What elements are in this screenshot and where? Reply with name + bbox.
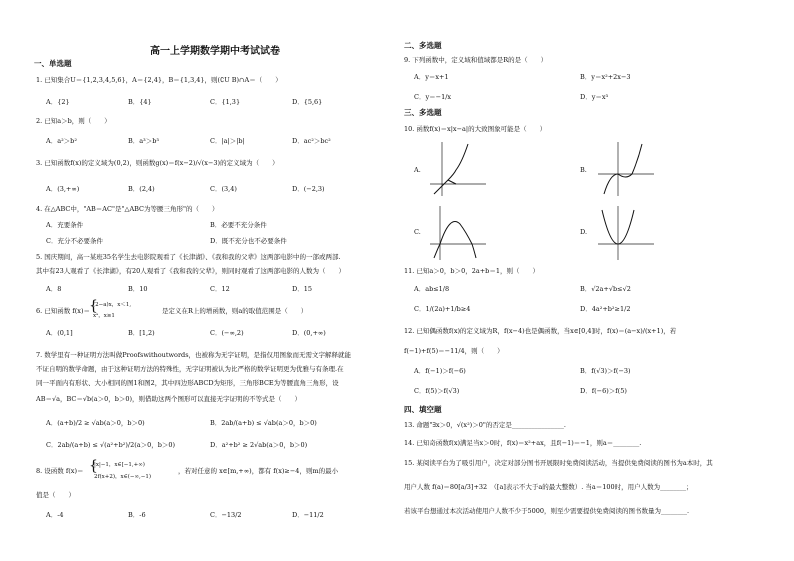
q5-option-b[interactable]: B．10 <box>128 285 148 293</box>
q9-option-d[interactable]: D．y＝x³ <box>580 93 609 101</box>
q9-option-b[interactable]: B．y＝x²+2x−3 <box>580 73 631 81</box>
q6-option-a[interactable]: A．(0,1] <box>46 329 73 337</box>
question-2-stem: 2. 已知a＞b，则（ ） <box>36 117 111 125</box>
question-14-stem: 14. 已知奇函数f(x)满足当x＞0时，f(x)＝x²+ax，且f(−1)＝−1，则a＝________. <box>404 439 642 447</box>
q12-option-c[interactable]: C．f(5)＞f(√3) <box>414 387 460 395</box>
q2-option-c[interactable]: C．|a|＞|b| <box>210 137 245 145</box>
question-12-stem-line2: f(−1)+f(5)＝−11/4，则（ ） <box>404 347 504 355</box>
q11-option-b[interactable]: B．√2a+√b≤√2 <box>580 285 631 293</box>
question-6-stem-end: 是定义在R上的增函数，则a的取值范围是（ ） <box>162 307 308 315</box>
section-heading-single-choice: 一、单选题 <box>34 59 72 68</box>
question-11-stem: 11. 已知a＞0，b＞0，2a+b＝1，则（ ） <box>404 267 539 275</box>
q8-piecewise-case1: |x|−1，x∈[−1,+∞) <box>94 462 145 468</box>
q4-option-d[interactable]: D．既不充分也不必要条件 <box>210 237 287 245</box>
question-8-stem-end: 值是（ ） <box>36 491 75 499</box>
q11-option-c[interactable]: C．1/(2a)+1/b≥4 <box>414 305 471 313</box>
q4-option-c[interactable]: C．充分不必要条件 <box>46 237 103 245</box>
question-7-stem-line3: 同一平面内有形状、大小相同的图1和图2，其中四边形ABCD为矩形，三角形BCE为等腰直角三角形，设 <box>36 379 339 387</box>
question-8-stem-mid: ，若对任意的 x∈[m,+∞)，都有 f(x)≥−4，则m的最小 <box>178 467 339 475</box>
q3-option-a[interactable]: A．(3,+∞) <box>46 185 80 193</box>
question-15-stem-line3: 若该平台想通过本次活动使用户人数不少于5000，则至少需要提供免费阅读的图书数量为________. <box>404 507 690 515</box>
question-15-stem-line1: 15. 某阅读平台为了吸引用户，决定对部分图书开展限时免费阅读活动，当提供免费阅读的图书为a本时，其 <box>404 459 713 467</box>
question-10-stem: 10. 函数f(x)＝x|x−a|的大致图象可能是（ ） <box>404 125 547 133</box>
q9-option-c[interactable]: C．y＝−1/x <box>414 93 452 101</box>
question-5-stem-line1: 5. 国庆期间，高一某班35名学生去电影院观看了《长津湖》、《我和我的父辈》这两部电影中的一部或两部. <box>36 253 341 261</box>
q5-option-d[interactable]: D．15 <box>292 285 312 293</box>
section-heading-fill-in: 四、填空题 <box>404 405 442 414</box>
question-5-stem-line2: 其中有23人观看了《长津湖》，有20人观看了《我和我的父辈》，则同时观看了这两部电影的人数为（ ） <box>36 267 346 275</box>
q2-option-a[interactable]: A．a²＞b² <box>46 137 77 145</box>
q1-option-b[interactable]: B．{4} <box>128 98 152 106</box>
question-4-stem: 4. 在△ABC中，"AB＝AC"是"△ABC为等腰三角形"的（ ） <box>36 205 219 213</box>
q7-option-d[interactable]: D．a²+b² ≥ 2√ab(a＞0，b＞0) <box>210 441 308 449</box>
question-3-stem: 3. 已知函数f(x)的定义域为(0,2)，则函数g(x)＝f(x−2)/√(x−3)的定义域为（ ） <box>36 159 279 167</box>
q2-option-b[interactable]: B．a³＞b³ <box>128 137 160 145</box>
q6-option-b[interactable]: B．[1,2) <box>128 329 155 337</box>
q11-option-a[interactable]: A．ab≤1/8 <box>414 285 450 293</box>
q8-option-a[interactable]: A．-4 <box>46 511 64 519</box>
q8-piecewise-case2: 2f(x+2)，x∈(−∞,−1) <box>94 474 152 480</box>
question-7-stem-line1: 7. 数学里有一种证明方法叫做Proofswithoutwords，也被称为无字证明，是指仅用图象而无需文字解释就能 <box>36 351 352 359</box>
q10-option-a[interactable]: A. <box>414 166 421 174</box>
page-title: 高一上学期数学期中考试试卷 <box>150 46 280 57</box>
q5-option-a[interactable]: A．8 <box>46 285 62 293</box>
q11-option-d[interactable]: D．4a²+b²≥1/2 <box>580 305 631 313</box>
question-6-stem-start: 6. 已知函数 f(x)＝ <box>36 307 90 315</box>
q1-option-a[interactable]: A．{2} <box>46 98 70 106</box>
q10-graph-d <box>596 204 656 262</box>
q12-option-a[interactable]: A．f(−1)＞f(−6) <box>414 367 466 375</box>
q6-option-c[interactable]: C．(−∞,2) <box>210 329 244 337</box>
q3-option-d[interactable]: D．(−2,3) <box>292 185 325 193</box>
q10-option-c[interactable]: C. <box>414 228 421 236</box>
q2-option-d[interactable]: D．ac²＞bc² <box>292 137 331 145</box>
section-heading-multi-choice-2: 三、多选题 <box>404 108 442 117</box>
q6-option-d[interactable]: D．(0,+∞) <box>292 329 326 337</box>
q10-graph-a <box>428 140 488 198</box>
q1-option-d[interactable]: D．{5,6} <box>292 98 323 106</box>
q10-graph-b <box>596 140 656 198</box>
q10-option-d[interactable]: D. <box>580 228 588 236</box>
question-9-stem: 9. 下列函数中，定义域和值域都是R的是（ ） <box>404 56 548 64</box>
q8-option-c[interactable]: C．−13/2 <box>210 511 242 519</box>
q3-option-b[interactable]: B．(2,4) <box>128 185 155 193</box>
q8-brace: { <box>89 458 98 474</box>
question-1-stem: 1. 已知集合U＝{1,2,3,4,5,6}，A＝{2,4}，B＝{1,3,4}，则(∁U B)∩A＝（ ） <box>36 76 282 84</box>
q7-option-c[interactable]: C．2ab/(a+b) ≤ √(a²+b²)/2(a＞0，b＞0) <box>46 441 176 449</box>
q6-piecewise-case1: (2−a)x，x＜1, <box>93 302 132 308</box>
q8-option-d[interactable]: D．−11/2 <box>292 511 324 519</box>
q1-option-c[interactable]: C．{1,3} <box>210 98 241 106</box>
q6-brace: { <box>89 298 98 314</box>
q4-option-a[interactable]: A．充要条件 <box>46 221 84 229</box>
question-13-stem: 13. 命题"∃x＞0，√(x²)＞0"的否定是________________. <box>404 421 566 429</box>
question-15-stem-line2: 用户人数 f(a)＝80[a/3]+32 （[a]表示不大于a的最大整数）. 当a＝100时，用户人数为________； <box>404 483 693 491</box>
question-7-stem-line2: 不证自明的数学命题，由于这种证明方法的特殊性，无字证明被认为比严格的数学证明更为优雅与有条理.在 <box>36 365 344 373</box>
q12-option-d[interactable]: D．f(−6)＞f(5) <box>580 387 627 395</box>
section-heading-multi-choice-1: 二、多选题 <box>404 41 442 50</box>
q6-piecewise-case2: xᵃ，x≥1 <box>93 313 115 319</box>
q10-option-b[interactable]: B. <box>580 166 587 174</box>
q7-option-a[interactable]: A．(a+b)/2 ≥ √ab(a＞0，b＞0) <box>46 419 145 427</box>
q9-option-a[interactable]: A．y＝x+1 <box>414 73 449 81</box>
q4-option-b[interactable]: B．必要不充分条件 <box>210 221 267 229</box>
question-8-stem-start: 8. 设函数 f(x)＝ <box>36 467 84 475</box>
q10-graph-c <box>428 204 488 262</box>
q8-option-b[interactable]: B．-6 <box>128 511 146 519</box>
q3-option-c[interactable]: C．(3,4) <box>210 185 237 193</box>
q7-option-b[interactable]: B．2ab/(a+b) ≤ √ab(a＞0，b＞0) <box>210 419 317 427</box>
question-12-stem-line1: 12. 已知偶函数f(x)的定义域为R，f(x−4)也是偶函数，当x∈[0,4]时，f(x)＝(a−x)/(x+1)，若 <box>404 327 677 335</box>
q5-option-c[interactable]: C．12 <box>210 285 230 293</box>
question-7-stem-line4: AB＝√a，BC＝√b(a＞0，b＞0)，则借助这两个图形可以直接无字证明的不等式是（ ） <box>36 395 302 403</box>
q12-option-b[interactable]: B．f(√3)＞f(−3) <box>580 367 631 375</box>
